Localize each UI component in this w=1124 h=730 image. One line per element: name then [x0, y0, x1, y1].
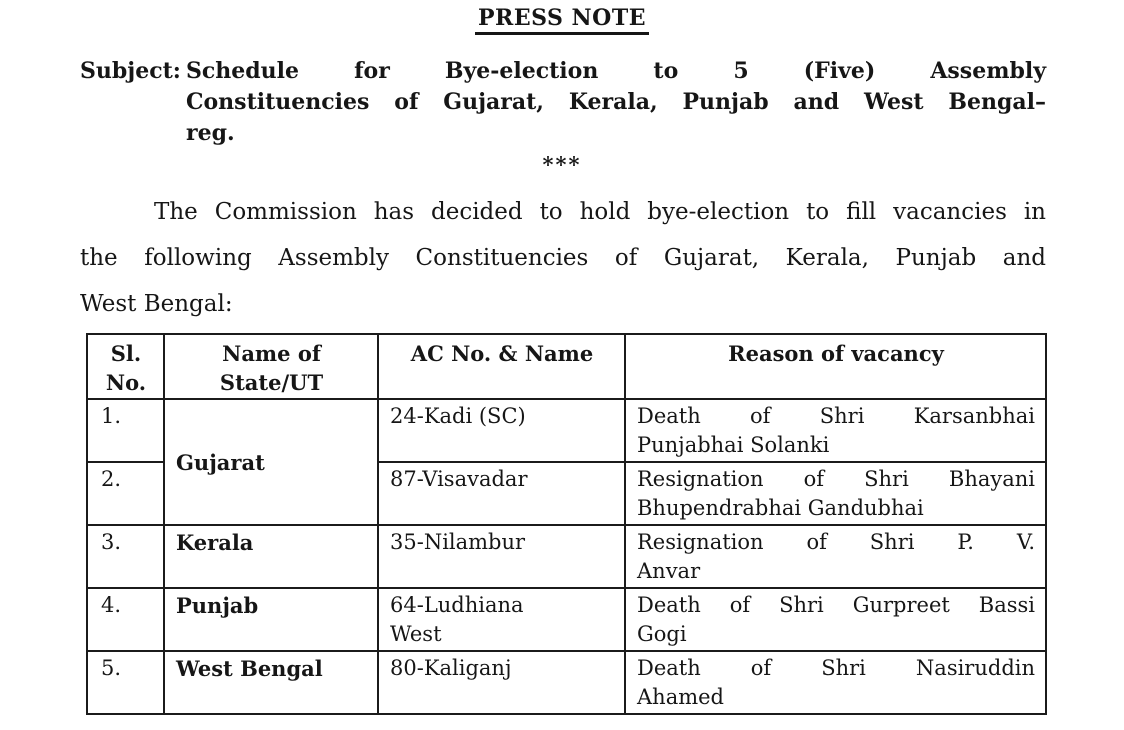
separator-stars: ***	[542, 152, 582, 177]
state-cell-punjab: Punjab	[164, 588, 378, 651]
state-cell-kerala: Kerala	[164, 525, 378, 588]
text-line: No.	[105, 370, 147, 395]
text-line: Bhupendrabhai Gandubhai	[637, 496, 924, 520]
text-line: Ahamed	[637, 685, 724, 709]
document-title: PRESS NOTE	[475, 5, 649, 35]
state-cell-west-bengal: West Bengal	[164, 651, 378, 714]
sl-no-cell: 4.	[87, 588, 164, 651]
subject-label: Subject:	[80, 58, 181, 84]
subject-block	[80, 56, 1046, 149]
intro-paragraph	[80, 189, 1046, 327]
table-row-5	[87, 651, 1046, 714]
title-row	[0, 0, 1124, 35]
text-line: Reason of vacancy	[728, 341, 944, 366]
reason-cell	[625, 525, 1046, 588]
ac-cell	[378, 462, 625, 525]
text-line: 80-Kaliganj	[390, 656, 512, 680]
table-row-4	[87, 588, 1046, 651]
reason-cell	[625, 651, 1046, 714]
text-line: AC No. & Name	[410, 341, 594, 366]
text-line: 35-Nilambur	[390, 530, 526, 554]
text-line: Resignation of Shri Bhayani	[637, 467, 1035, 491]
text-line: Death of Shri Karsanbhai	[637, 404, 1035, 428]
state-cell-gujarat: Gujarat	[164, 399, 378, 525]
subject-text	[186, 56, 1046, 149]
table-header-row	[87, 334, 1046, 399]
text-line: Punjabhai Solanki	[637, 433, 830, 457]
text-line: Resignation of Shri P. V.	[637, 530, 1035, 554]
vacancy-table	[86, 333, 1047, 715]
col-header-reason	[625, 334, 1046, 399]
reason-cell	[625, 399, 1046, 462]
text-line: West Bengal:	[80, 291, 233, 317]
col-header-ac	[378, 334, 625, 399]
sl-no-cell: 2.	[87, 462, 164, 525]
reason-cell	[625, 588, 1046, 651]
ac-cell	[378, 525, 625, 588]
table-row-1	[87, 399, 1046, 462]
reason-cell	[625, 462, 1046, 525]
text-line: Gogi	[637, 622, 687, 646]
sl-no-cell: 1.	[87, 399, 164, 462]
text-line: Name of	[222, 341, 321, 366]
text-line: Death of Shri Gurpreet Bassi	[637, 593, 1035, 617]
col-header-state	[164, 334, 378, 399]
text-line: 87-Visavadar	[390, 467, 528, 491]
ac-cell	[378, 399, 625, 462]
text-line: the following Assembly Constituencies of Gujarat, Kerala, Punjab and	[80, 245, 1046, 271]
table-row-3	[87, 525, 1046, 588]
text-line: 64-Ludhiana	[390, 593, 524, 617]
text-line: Constituencies of Gujarat, Kerala, Punjab and West Bengal–	[186, 89, 1046, 115]
text-line: State/UT	[219, 370, 324, 395]
text-line: 24-Kadi (SC)	[390, 404, 526, 428]
text-line: Anvar	[637, 559, 701, 583]
text-line: West	[390, 622, 442, 646]
text-line: The Commission has decided to hold bye-election to fill vacancies in	[154, 199, 1046, 225]
text-line: reg.	[186, 120, 235, 146]
sl-no-cell: 5.	[87, 651, 164, 714]
text-line: Sl.	[110, 341, 142, 366]
text-line: Schedule for Bye-election to 5 (Five) Assembly	[186, 58, 1046, 84]
text-line: Death of Shri Nasiruddin	[637, 656, 1035, 680]
sl-no-cell: 3.	[87, 525, 164, 588]
ac-cell	[378, 588, 625, 651]
ac-cell	[378, 651, 625, 714]
col-header-sl-no	[87, 334, 164, 399]
